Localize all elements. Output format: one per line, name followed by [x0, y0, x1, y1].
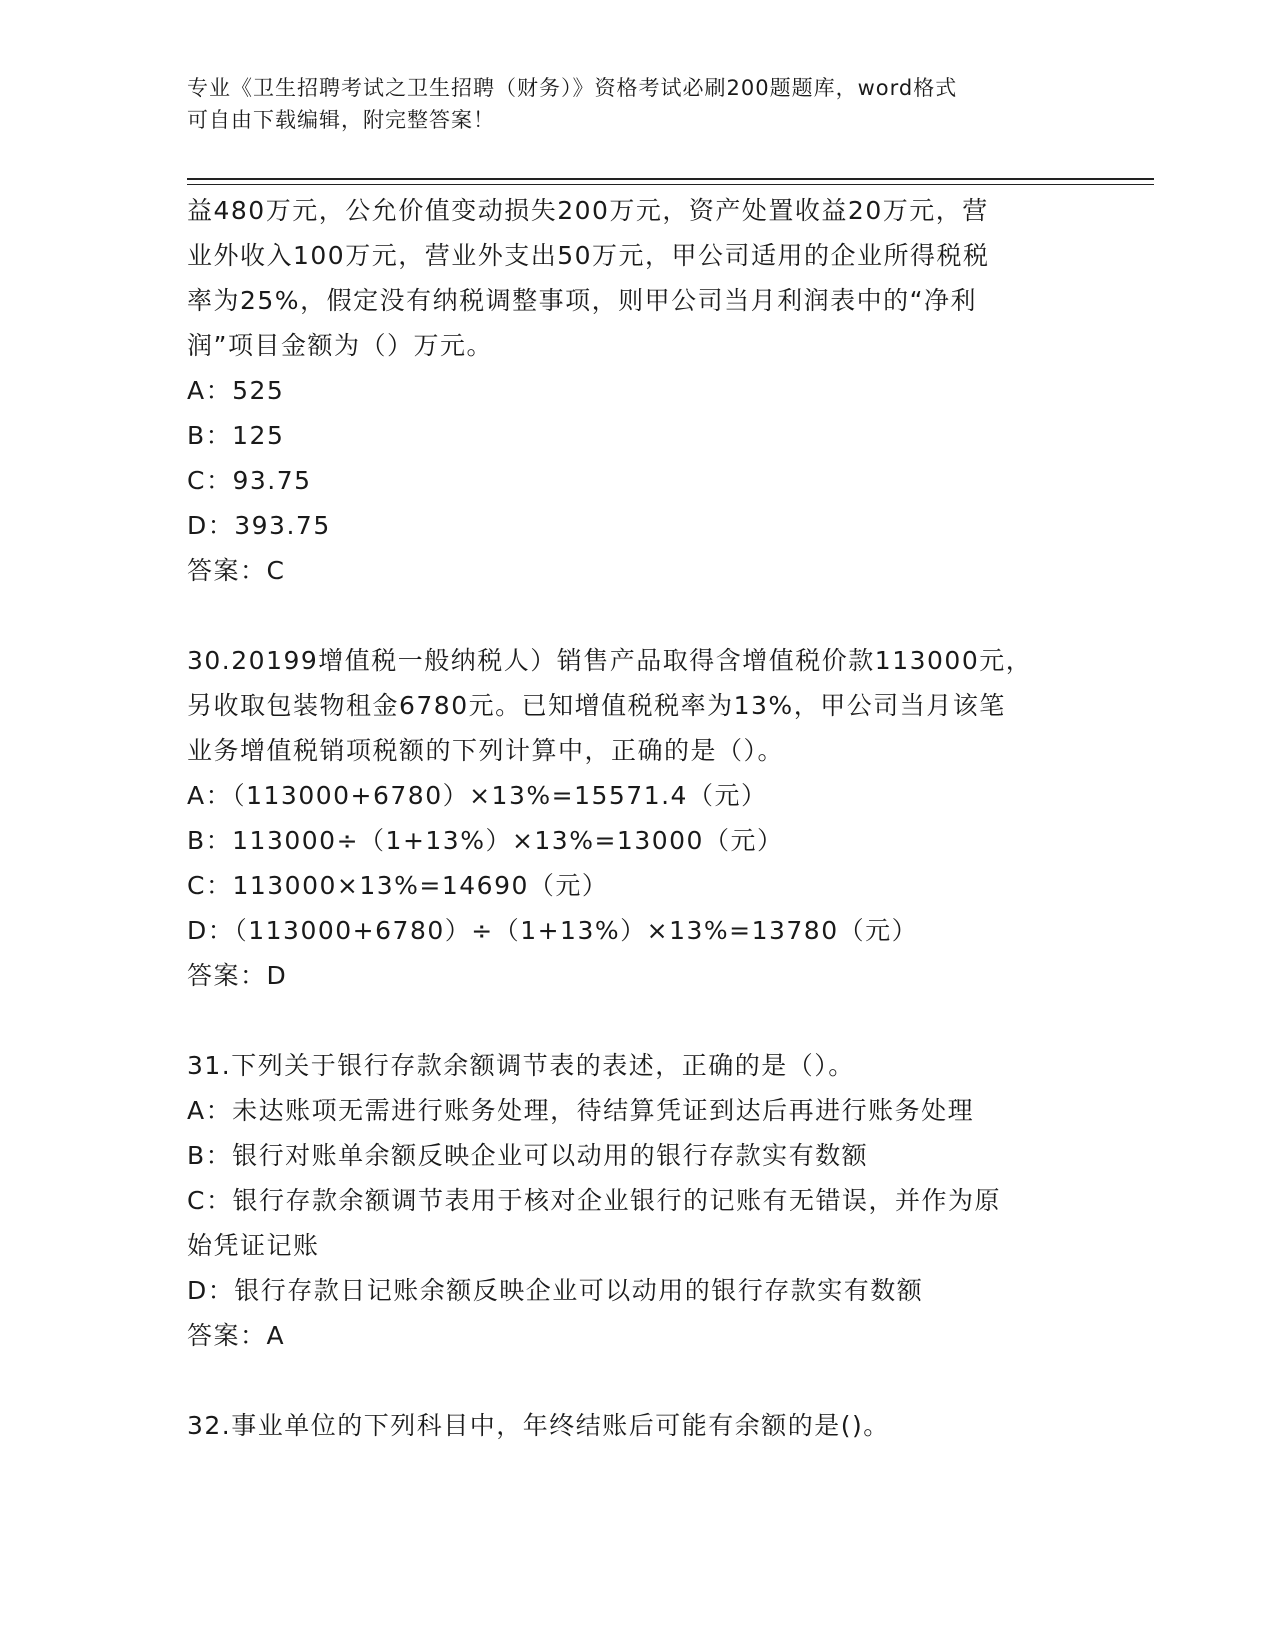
question-29 — [187, 188, 1077, 593]
option-c-continued: 始凭证记账 — [187, 1231, 320, 1260]
option-b: B：113000÷（1+13%）×13%=13000（元） — [187, 826, 784, 855]
header-title-line-2: 可自由下载编辑，附完整答案！ — [187, 108, 495, 132]
document-header — [187, 72, 1067, 136]
question-stem-line: 30.20199增值税一般纳税人）销售产品取得含增值税价款113000元， — [187, 646, 1033, 675]
header-title-line-1: 专业《卫生招聘考试之卫生招聘（财务）》资格考试必刷200题题库，word格式 — [187, 76, 958, 100]
option-b: B：银行对账单余额反映企业可以动用的银行存款实有数额 — [187, 1141, 869, 1170]
question-stem-line: 业外收入100万元，营业外支出50万元，甲公司适用的企业所得税税 — [187, 241, 990, 270]
option-d: D：（113000+6780）÷（1+13%）×13%=13780（元） — [187, 916, 919, 945]
question-stem-line: 业务增值税销项税额的下列计算中，正确的是（）。 — [187, 736, 785, 765]
question-stem-line: 益480万元，公允价值变动损失200万元，资产处置收益20万元，营 — [187, 196, 989, 225]
option-b: B：125 — [187, 421, 285, 450]
option-c: C：银行存款余额调节表用于核对企业银行的记账有无错误，并作为原 — [187, 1186, 1001, 1215]
option-d: D：银行存款日记账余额反映企业可以动用的银行存款实有数额 — [187, 1276, 924, 1305]
header-divider — [187, 178, 1154, 185]
spacer — [187, 998, 1077, 1043]
document-body — [187, 188, 1077, 1448]
option-a: A：（113000+6780）×13%=15571.4（元） — [187, 781, 768, 810]
question-stem-line: 32.事业单位的下列科目中，年终结账后可能有余额的是()。 — [187, 1411, 890, 1440]
question-stem-line: 31.下列关于银行存款余额调节表的表述，正确的是（）。 — [187, 1051, 855, 1080]
option-a: A：未达账项无需进行账务处理，待结算凭证到达后再进行账务处理 — [187, 1096, 975, 1125]
question-stem-line: 润”项目金额为（）万元。 — [187, 331, 493, 360]
question-stem-line: 率为25%，假定没有纳税调整事项，则甲公司当月利润表中的“净利 — [187, 286, 978, 315]
spacer — [187, 1358, 1077, 1403]
question-stem-line: 另收取包装物租金6780元。已知增值税税率为13%，甲公司当月该笔 — [187, 691, 1006, 720]
answer-label: 答案：A — [187, 1321, 286, 1350]
question-32 — [187, 1403, 1077, 1448]
question-30 — [187, 638, 1077, 998]
option-a: A：525 — [187, 376, 285, 405]
question-31 — [187, 1043, 1077, 1358]
answer-label: 答案：C — [187, 556, 286, 585]
option-d: D：393.75 — [187, 511, 331, 540]
answer-label: 答案：D — [187, 961, 288, 990]
spacer — [187, 593, 1077, 638]
option-c: C：93.75 — [187, 466, 312, 495]
option-c: C：113000×13%=14690（元） — [187, 871, 609, 900]
